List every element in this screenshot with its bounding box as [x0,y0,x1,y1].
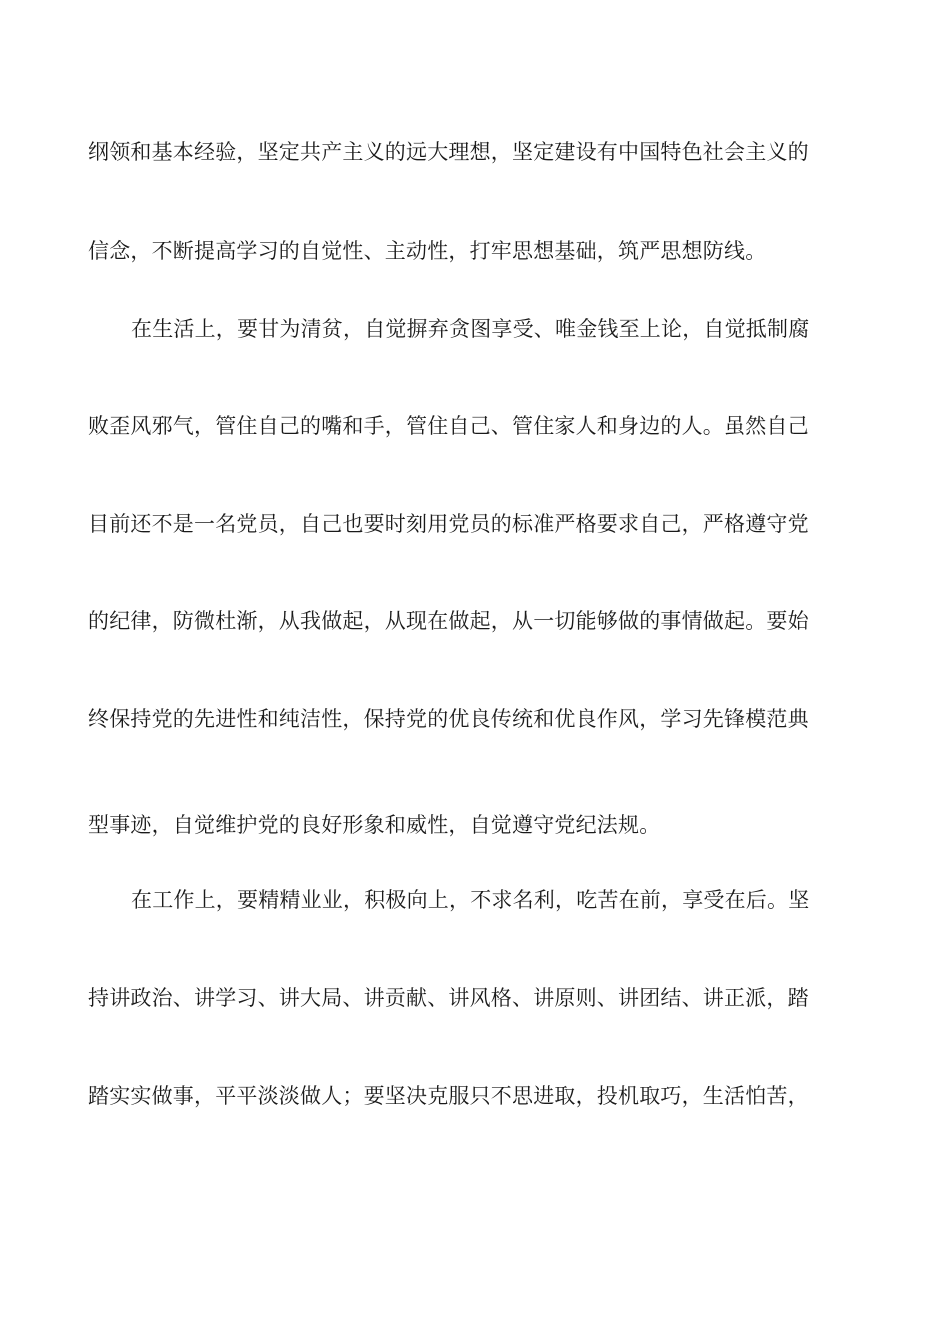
text-line: 纲领和基本经验，坚定共产主义的远大理想，坚定建设有中国特色社会主义的 [88,140,809,164]
text-line: 持讲政治、讲学习、讲大局、讲贡献、讲风格、讲原则、讲团结、讲正派，踏 [88,986,809,1010]
text-line: 踏实实做事，平平淡淡做人；要坚决克服只不思进取，投机取巧，生活怕苦， [88,1084,809,1108]
text-line: 终保持党的先进性和纯洁性，保持党的优良传统和优良作风，学习先锋模范典 [88,707,809,731]
paragraph-start-line: 在工作上，要精精业业，积极向上，不求名利，吃苦在前，享受在后。坚 [131,888,810,912]
text-line: 败歪风邪气，管住自己的嘴和手，管住自己、管住家人和身边的人。虽然自己 [88,414,809,438]
paragraph-start-line: 在生活上，要甘为清贫，自觉摒弃贪图享受、唯金钱至上论，自觉抵制腐 [131,317,810,341]
text-line: 信念，不断提高学习的自觉性、主动性，打牢思想基础，筑严思想防线。 [88,239,767,263]
text-line: 目前还不是一名党员，自己也要时刻用党员的标准严格要求自己，严格遵守党 [88,512,809,536]
text-line: 型事迹，自觉维护党的良好形象和威性，自觉遵守党纪法规。 [88,813,661,837]
text-line: 的纪律，防微杜渐，从我做起，从现在做起，从一切能够做的事情做起。要始 [88,609,809,633]
